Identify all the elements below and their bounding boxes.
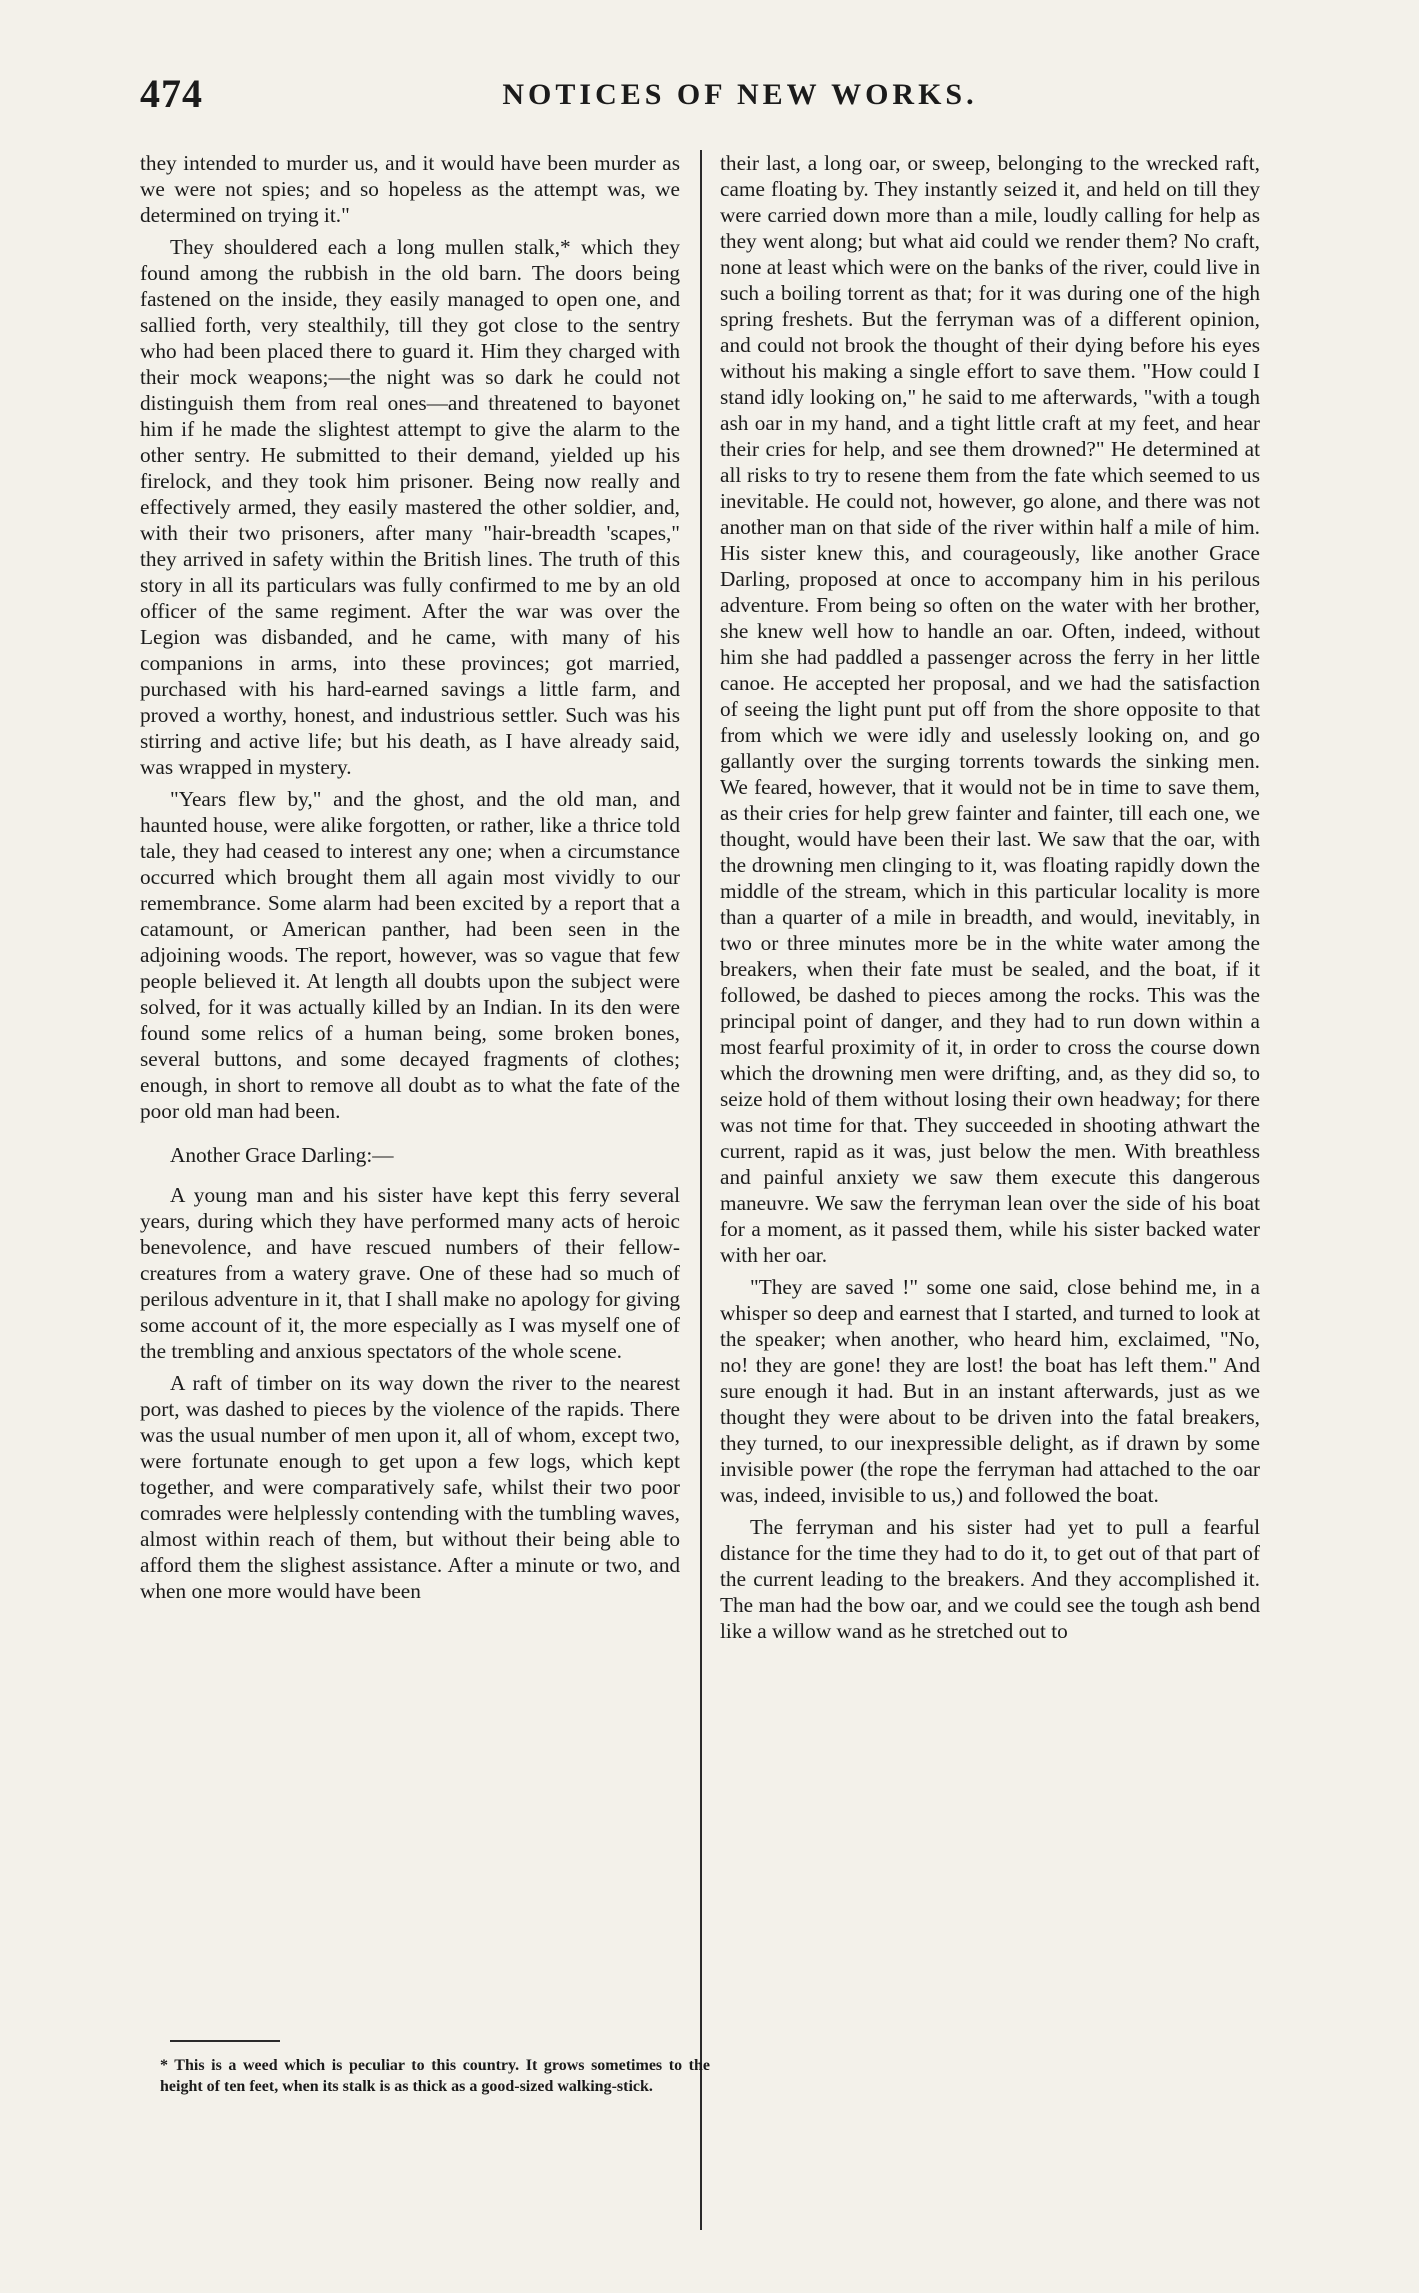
paragraph-ferry: A young man and his sister have kept this ferry several years, during which they have performed many acts of heroic benevolence, and have rescued numbers of their fellow-creatures from a watery grave. One of these had so much of perilous adventure in it, that I shall make no apology for giving some account of it, the more especially as I was myself one of the trembling and anxious spectators of the whole scene. [140,1183,680,1363]
paragraph-raft: A raft of timber on its way down the river to the nearest port, was dashed to pieces by the violence of the rapids. There was the usual number of men upon it, all of whom, except two, were fortunate enough to get upon a few logs, which kept together, and were comparatively safe, whilst their two poor comrades were helplessly contending with the tumbling waves, almost within reach of them, but without their being able to afford them the slighest assistance. After a minute or two, and when one more would have been [140,1371,680,1603]
page-number: 474 [140,71,203,116]
paragraph-continued: they intended to murder us, and it would have been murder as we were not spies; and so hopeless as the attempt was, we determined on trying it." [140,151,680,227]
left-column [140,150,680,1610]
paragraph-years-flew-by: "Years flew by," and the ghost, and the old man, and haunted house, were alike forgotten, or rather, like a thrice told tale, they had ceased to interest any one; when a circumstance occurred which brought them all again most vividly to our remembrance. Some alarm had been excited by a report that a catamount, or American panther, had been seen in the adjoining woods. The report, however, was so vague that few people believed it. At length all doubts upon the subject were solved, for it was actually killed by an Indian. In its den were found some relics of a human being, some broken bones, several buttons, and some decayed fragments of clothes; enough, in short to remove all doubt as to what the fate of the poor old man had been. [140,787,680,1123]
column-divider [700,150,702,2230]
paragraph-oar: their last, a long oar, or sweep, belonging to the wrecked raft, came floating by. They instantly seized it, and held on till they were carried down more than a mile, loudly calling for help as they went along; but what aid could we render them? No craft, none at least which were on the banks of the river, could live in such a boiling torrent as that; for it was during one of the high spring freshets. But the ferryman was of a different opinion, and could not brook the thought of their dying before his eyes without his making a single effort to save them. "How could I stand idly looking on," he said to me afterwards, "with a tough ash oar in my hand, and a tight little craft at my feet, and hear their cries for help, and see them drowned?" He determined at all risks to try to resene them from the fate which seemed to us inevitable. He could not, however, go alone, and there was not another man on that side of the river within half a mile of him. His sister knew this, and courageously, like another Grace Darling, proposed at once to accompany him in his perilous adventure. From being so often on the water with her brother, she knew well how to handle an oar. Often, indeed, without him she had paddled a passenger across the ferry in her little canoe. He accepted her proposal, and we had the satisfaction of seeing the light punt put off from the shore opposite to that from which we were idly and uselessly looking on, and go gallantly over the surging torrents towards the sinking men. We feared, however, that it would not be in time to save them, as their cries for help grew fainter and fainter, till each one, we thought, would have been their last. We saw that the oar, with the drowning men clinging to it, was floating rapidly down the middle of the stream, which in this particular locality is more than a quarter of a mile in breadth, and would, inevitably, in two or three minutes more be in the white water among the breakers, when their fate must be sealed, and the boat, if it followed, be dashed to pieces among the rocks. This was the principal point of danger, and they had to run down within a most fearful proximity of it, in order to cross the course down which the drowning men were drifting, and, as they did so, to seize hold of them without losing their own headway; for there was not time for that. They succeeded in shooting athwart the current, rapid as it was, just below the men. With breathless and painful anxiety we saw them execute this dangerous maneuvre. We saw the ferryman lean over the side of his boat for a moment, as it passed them, while his sister backed water with her oar. [720,151,1260,1267]
page-header [140,70,1290,120]
running-head: NOTICES OF NEW WORKS. [502,78,978,111]
footnote-rule [170,2040,280,2042]
right-column [720,150,1260,1650]
footnote: * This is a weed which is peculiar to this country. It grows sometimes to the height of ten feet, when its stalk is as thick as a good-sized walking-stick. [160,2057,710,2095]
section-heading: Another Grace Darling:— [170,1143,394,1167]
paragraph-saved: "They are saved !" some one said, close behind me, in a whisper so deep and earnest that I started, and turned to look at the speaker; when another, who heard him, exclaimed, "No, no! they are gone! they are lost! the boat has left them." And sure enough it had. But in an instant afterwards, just as we thought they were about to be driven into the fatal breakers, they turned, to our inexpressible delight, as if drawn by some invisible power (the rope the ferryman had attached to the oar was, indeed, invisible to us,) and followed the boat. [720,1275,1260,1507]
paragraph-ferryman: The ferryman and his sister had yet to pull a fearful distance for the time they had to do it, to get out of that part of the current leading to the breakers. And they accomplished it. The man had the bow oar, and we could see the tough ash bend like a willow wand as he stretched out to [720,1515,1260,1643]
paragraph-escape: They shouldered each a long mullen stalk,* which they found among the rubbish in the old barn. The doors being fastened on the inside, they easily managed to open one, and sallied forth, very stealthily, till they got close to the sentry who had been placed there to guard it. Him they charged with their mock weapons;—the night was so dark he could not distinguish them from real ones—and threatened to bayonet him if he made the slightest attempt to give the alarm to the other sentry. He submitted to their demand, yielded up his firelock, and they took him prisoner. Being now really and effectively armed, they easily mastered the other soldier, and, with their two prisoners, after many "hair-breadth 'scapes," they arrived in safety within the British lines. The truth of this story in all its particulars was fully confirmed to me by an old officer of the same regiment. After the war was over the Legion was disbanded, and he came, with many of his companions in arms, into these provinces; got married, purchased with his hard-earned savings a little farm, and proved a worthy, honest, and industrious settler. Such was his stirring and active life; but his death, as I have already said, was wrapped in mystery. [140,235,680,779]
